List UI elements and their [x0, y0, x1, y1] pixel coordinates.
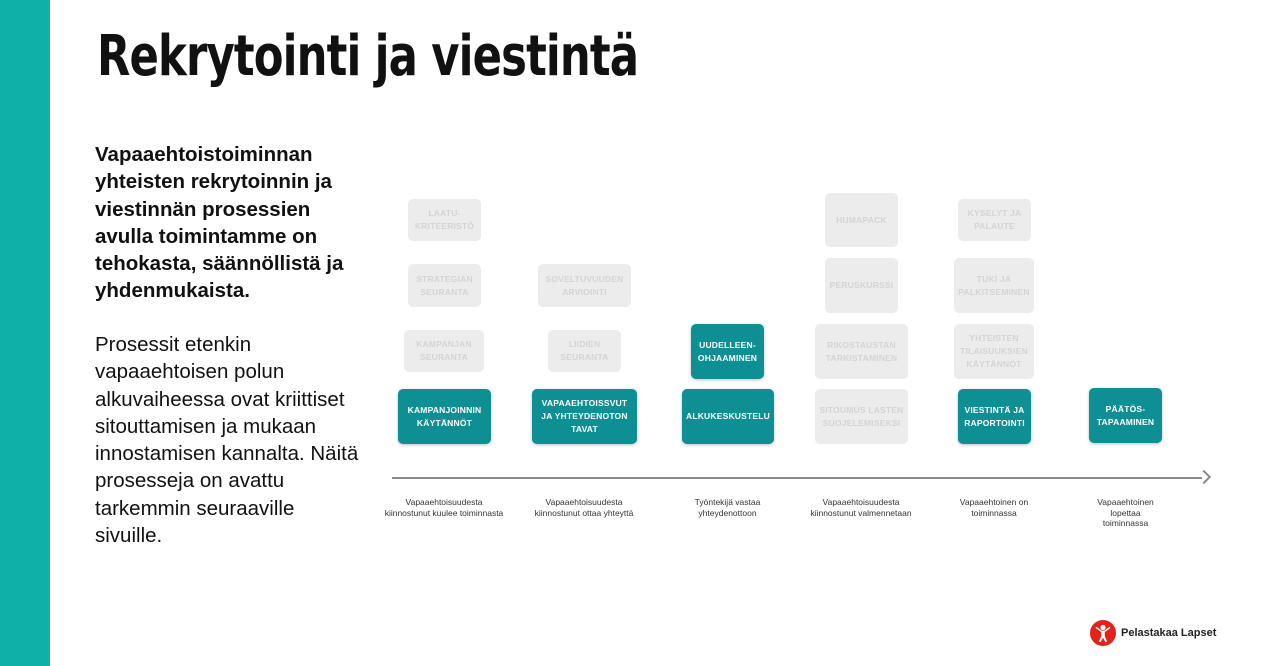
- accent-side-bar: [0, 0, 50, 666]
- box-peruskurssi: PERUSKURSSI: [825, 258, 898, 313]
- stage-label-2: Vapaaehtoisuudesta kiinnostunut ottaa yhteyttä: [534, 497, 634, 518]
- child-figure-icon: [1090, 620, 1116, 646]
- box-paatostapaaminen: PÄÄTÖS-TAPAAMINEN: [1089, 388, 1162, 443]
- box-liidien-seuranta: LIIDIEN SEURANTA: [548, 330, 621, 372]
- box-kyselyt-ja-palaute: KYSELYT JA PALAUTE: [958, 199, 1031, 241]
- box-viestinta-ja-raportointi: VIESTINTÄ JA RAPORTOINTI: [958, 389, 1031, 444]
- intro-paragraph: Prosessit etenkin vapaaehtoisen polun alkuvaiheessa ovat kriittiset sitouttamisen ja mukaan innostamisen kannalta. Näitä prosesseja on avattu tarkemmin seuraaville sivuille.: [95, 333, 359, 548]
- box-strategian-seuranta: STRATEGIAN SEURANTA: [408, 264, 481, 307]
- stage-label-5: Vapaaehtoinen on toiminnassa: [959, 497, 1029, 518]
- box-soveltuvuuden-arviointi: SOVELTUVUUDEN ARVIOINTI: [538, 264, 631, 307]
- box-laatukriteeristo: LAATU-KRITEERISTÖ: [408, 199, 481, 241]
- pelastakaa-lapset-logo: [1090, 618, 1216, 648]
- box-tilaisuuksien-kaytannot: YHTEISTEN TILAISUUKSIEN KÄYTÄNNÖT: [954, 324, 1034, 379]
- box-tuki-ja-palkitseminen: TUKI JA PALKITSEMINEN: [954, 258, 1034, 313]
- arrow-right-icon: [1197, 470, 1211, 484]
- box-yhteydenoton-tavat: VAPAAEHTOISSVUT JA YHTEYDENOTON TAVAT: [532, 389, 637, 444]
- intro-bold-paragraph: Vapaaehtoistoiminnan yhteisten rekrytoinnin ja viestinnän prosessien avulla toimintamme on tehokasta, säännöllistä ja yhdenmukaista.: [95, 143, 344, 303]
- stage-label-1: Vapaaehtoisuudesta kiinnostunut kuulee toiminnasta: [384, 497, 504, 518]
- box-rikostaustan-tarkistaminen: RIKOSTAUSTAN TARKISTAMINEN: [815, 324, 908, 379]
- logo-text: Pelastakaa Lapset: [1121, 627, 1217, 639]
- box-alkukeskustelu: ALKUKESKUSTELU: [682, 389, 774, 444]
- box-kampanjan-seuranta: KAMPANJAN SEURANTA: [404, 330, 484, 372]
- slide-title: Rekrytointi ja viestintä: [97, 24, 639, 89]
- stage-label-4: Vapaaehtoisuudesta kiinnostunut valmennetaan: [810, 497, 912, 518]
- box-kampanjoinnin-kaytannot: KAMPANJOINNIN KÄYTÄNNÖT: [398, 389, 491, 444]
- box-humapack: HUMAPACK: [825, 193, 898, 247]
- box-sitoumus: SITOUMUS LASTEN SUOJELEMISEKSI: [815, 389, 908, 444]
- stage-label-6: Vapaaehtoinen lopettaa toiminnassa: [1097, 497, 1154, 528]
- stage-label-3: Työntekijä vastaa yhteydenottoon: [694, 497, 761, 518]
- timeline-axis: [392, 477, 1202, 479]
- box-uudelleenohjaaminen: UUDELLEEN-OHJAAMINEN: [691, 324, 764, 379]
